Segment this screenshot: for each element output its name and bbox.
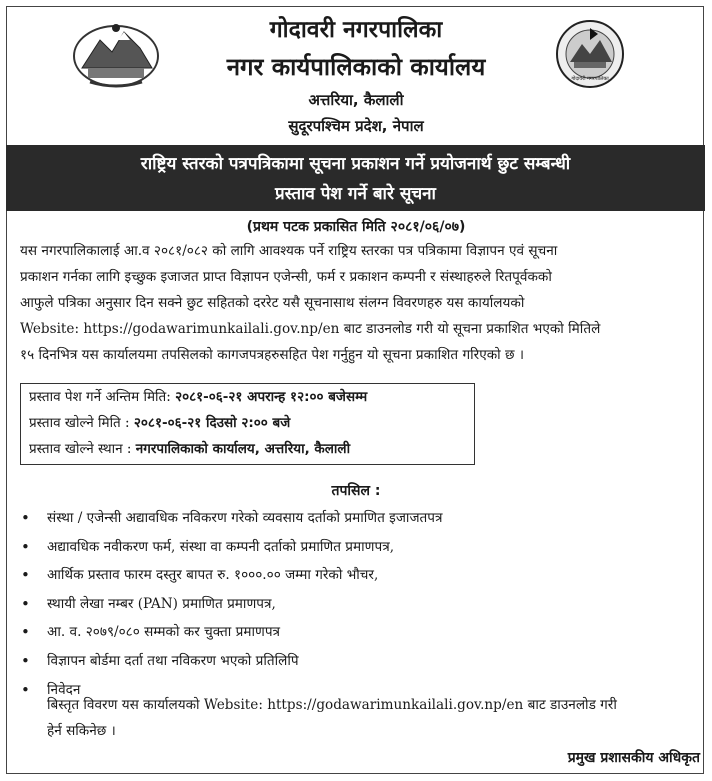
bullet-icon: • (21, 623, 30, 642)
requirements-list (17, 504, 697, 704)
notice-title-banner (6, 145, 705, 211)
list-item: • विज्ञापन बोर्डमा दर्ता तथा नविकरण भएको प्रतिलिपि (17, 647, 697, 676)
bullet-icon: • (21, 537, 30, 556)
footer-note (47, 692, 697, 744)
opening-date: प्रस्ताव खोल्ने मिति : २०८१-०६-२१ दिउसो २:०० बजे (29, 415, 291, 431)
office-location: अत्तरिया, कैलाली (308, 91, 404, 109)
notice-title-line-1: राष्ट्रिय स्तरको पत्रपत्रिकामा सूचना प्रकाशन गर्ने प्रयोजनार्थ छुट सम्बन्धी (140, 154, 571, 174)
paragraph-line: आफुले पत्रिका अनुसार दिन सक्ने छुट सहितको दररेट यसै सूचनासाथ संलग्न विवरणहरु यस कार्यालयको (20, 295, 525, 311)
signature-title: प्रमुख प्रशासकीय अधिकृत (567, 750, 700, 766)
paragraph-line: यस नगरपालिकालाई आ.व २०८१/०८२ को लागि आवश्यक पर्ने राष्ट्रिय स्तरका पत्र पत्रिकामा विज्ञापन एवं सूचना (20, 243, 558, 259)
list-item: • आर्थिक प्रस्ताव फारम दस्तुर बापत रु. १०००.०० जम्मा गरेको भौचर, (17, 561, 697, 590)
footer-line: हेर्न सकिनेछ । (47, 723, 116, 739)
notice-paragraph (20, 238, 696, 368)
list-item: • आ. व. २०७९/०८० सम्मको कर चुक्ता प्रमाणपत्र (17, 618, 697, 647)
list-item: • स्थायी लेखा नम्बर (PAN) प्रमाणित प्रमाणपत्र, (17, 590, 697, 619)
bullet-icon: • (21, 509, 30, 527)
bullet-icon: • (21, 680, 30, 699)
paragraph-line: प्रकाशन गर्नका लागि इच्छुक इजाजत प्राप्त विज्ञापन एजेन्सी, फर्म र प्रकाशन कम्पनी र संस्थाहरुले रितपूर्वकको (20, 269, 552, 285)
bullet-icon: • (21, 566, 30, 585)
list-item: • निवेदन (17, 676, 697, 705)
header (0, 0, 712, 140)
municipality-name: गोदावरी नगरपालिका (269, 17, 443, 43)
list-item: • अद्यावधिक नवीकरण फर्म, संस्था वा कम्पनी दर्ताको प्रमाणित प्रमाणपत्र, (17, 533, 697, 562)
details-heading: तपसिल : (331, 483, 381, 499)
list-item: • संस्था / एजेन्सी अद्यावधिक नविकरण गरेको व्यवसाय दर्ताको प्रमाणित इजाजतपत्र (17, 504, 697, 533)
office-name: नगर कार्यपालिकाको कार्यालय (226, 53, 486, 81)
bullet-icon: • (21, 651, 30, 670)
paragraph-line: Website: https://godawarimunkailali.gov.np/en बाट डाउनलोड गरी यो सूचना प्रकाशित भएको मितिले (20, 321, 601, 337)
submission-deadline: प्रस्ताव पेश गर्ने अन्तिम मिति: २०८१-०६-२१ अपरान्ह १२:०० बजेसम्म (29, 389, 368, 405)
bullet-icon: • (21, 594, 30, 613)
paragraph-line: १५ दिनभित्र यस कार्यालयमा तपसिलको कागजपत्रहरुसहित पेश गर्नुहुन यो सूचना प्रकाशित गरिएको छ । (20, 347, 524, 363)
footer-line: बिस्तृत विवरण यस कार्यालयको Website: https://godawarimunkailali.gov.np/en बाट डाउनलोड गरी (47, 697, 617, 713)
schedule-box (20, 383, 475, 465)
svg-text:गोदावरी नगरपालिका: गोदावरी नगरपालिका (571, 76, 609, 82)
publish-date: (प्रथम पटक प्रकासित मिति २०८१/०६/०७) (246, 219, 466, 235)
notice-title-line-2: प्रस्ताव पेश गर्ने बारे सूचना (275, 184, 436, 204)
opening-location: प्रस्ताव खोल्ने स्थान : नगरपालिकाको कार्यालय, अत्तरिया, कैलाली (29, 441, 351, 457)
province-name: सुदूरपश्चिम प्रदेश, नेपाल (288, 117, 424, 135)
